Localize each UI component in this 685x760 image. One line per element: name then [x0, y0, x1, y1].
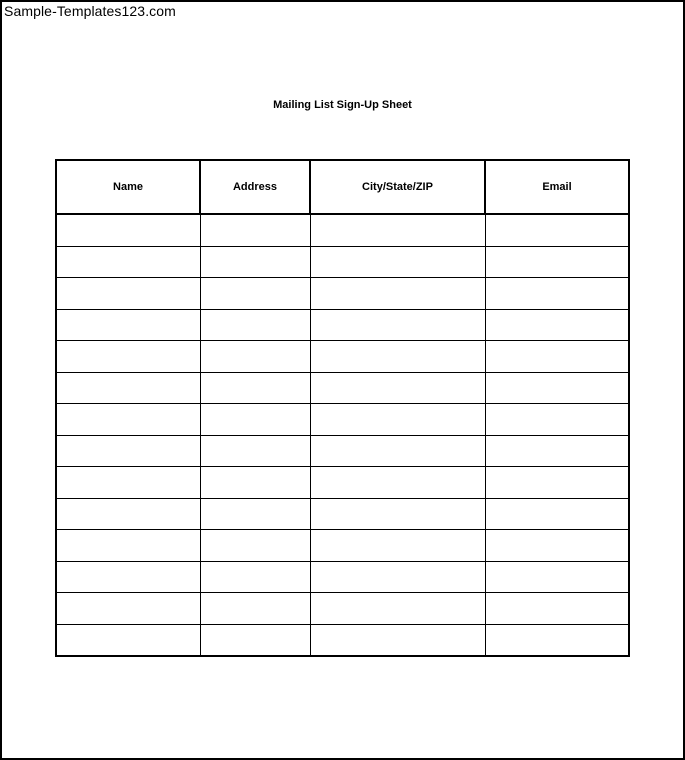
cell-city-state-zip[interactable]	[310, 435, 485, 467]
table-row	[56, 246, 629, 278]
cell-address[interactable]	[200, 593, 310, 625]
table-row	[56, 278, 629, 310]
cell-address[interactable]	[200, 214, 310, 246]
column-header-email: Email	[485, 160, 629, 214]
signup-table	[55, 159, 630, 657]
table-row	[56, 467, 629, 499]
header-row	[56, 160, 629, 214]
column-header-address: Address	[200, 160, 310, 214]
cell-email[interactable]	[485, 435, 629, 467]
cell-email[interactable]	[485, 372, 629, 404]
cell-address[interactable]	[200, 530, 310, 562]
cell-name[interactable]	[56, 593, 200, 625]
cell-address[interactable]	[200, 309, 310, 341]
cell-city-state-zip[interactable]	[310, 624, 485, 656]
watermark-text: Sample-Templates123.com	[4, 3, 176, 19]
cell-name[interactable]	[56, 530, 200, 562]
cell-city-state-zip[interactable]	[310, 214, 485, 246]
cell-name[interactable]	[56, 214, 200, 246]
sheet-title	[0, 99, 685, 111]
table-row	[56, 214, 629, 246]
cell-city-state-zip[interactable]	[310, 372, 485, 404]
cell-email[interactable]	[485, 467, 629, 499]
cell-name[interactable]	[56, 341, 200, 373]
cell-address[interactable]	[200, 561, 310, 593]
cell-name[interactable]	[56, 435, 200, 467]
table-row	[56, 372, 629, 404]
cell-email[interactable]	[485, 624, 629, 656]
cell-city-state-zip[interactable]	[310, 246, 485, 278]
cell-address[interactable]	[200, 372, 310, 404]
cell-name[interactable]	[56, 372, 200, 404]
cell-email[interactable]	[485, 214, 629, 246]
cell-email[interactable]	[485, 593, 629, 625]
cell-name[interactable]	[56, 624, 200, 656]
cell-city-state-zip[interactable]	[310, 404, 485, 436]
cell-address[interactable]	[200, 624, 310, 656]
cell-address[interactable]	[200, 467, 310, 499]
cell-email[interactable]	[485, 341, 629, 373]
cell-name[interactable]	[56, 309, 200, 341]
table-body	[56, 214, 629, 656]
cell-name[interactable]	[56, 246, 200, 278]
cell-address[interactable]	[200, 278, 310, 310]
cell-name[interactable]	[56, 561, 200, 593]
cell-city-state-zip[interactable]	[310, 561, 485, 593]
table-row	[56, 435, 629, 467]
table-row	[56, 498, 629, 530]
cell-address[interactable]	[200, 435, 310, 467]
column-header-city-state-zip: City/State/ZIP	[310, 160, 485, 214]
cell-name[interactable]	[56, 278, 200, 310]
cell-city-state-zip[interactable]	[310, 593, 485, 625]
sheet-title-text: Mailing List Sign-Up Sheet	[273, 99, 412, 111]
table-row	[56, 530, 629, 562]
table-row	[56, 341, 629, 373]
cell-city-state-zip[interactable]	[310, 341, 485, 373]
cell-name[interactable]	[56, 498, 200, 530]
table-row	[56, 404, 629, 436]
cell-city-state-zip[interactable]	[310, 498, 485, 530]
cell-email[interactable]	[485, 278, 629, 310]
column-header-name: Name	[56, 160, 200, 214]
cell-address[interactable]	[200, 341, 310, 373]
cell-email[interactable]	[485, 404, 629, 436]
cell-city-state-zip[interactable]	[310, 467, 485, 499]
cell-city-state-zip[interactable]	[310, 530, 485, 562]
cell-city-state-zip[interactable]	[310, 278, 485, 310]
cell-city-state-zip[interactable]	[310, 309, 485, 341]
cell-name[interactable]	[56, 467, 200, 499]
cell-email[interactable]	[485, 498, 629, 530]
cell-address[interactable]	[200, 498, 310, 530]
cell-email[interactable]	[485, 309, 629, 341]
cell-email[interactable]	[485, 561, 629, 593]
table-row	[56, 624, 629, 656]
table-row	[56, 309, 629, 341]
cell-address[interactable]	[200, 404, 310, 436]
table-row	[56, 561, 629, 593]
cell-email[interactable]	[485, 530, 629, 562]
cell-address[interactable]	[200, 246, 310, 278]
cell-email[interactable]	[485, 246, 629, 278]
cell-name[interactable]	[56, 404, 200, 436]
table-row	[56, 593, 629, 625]
